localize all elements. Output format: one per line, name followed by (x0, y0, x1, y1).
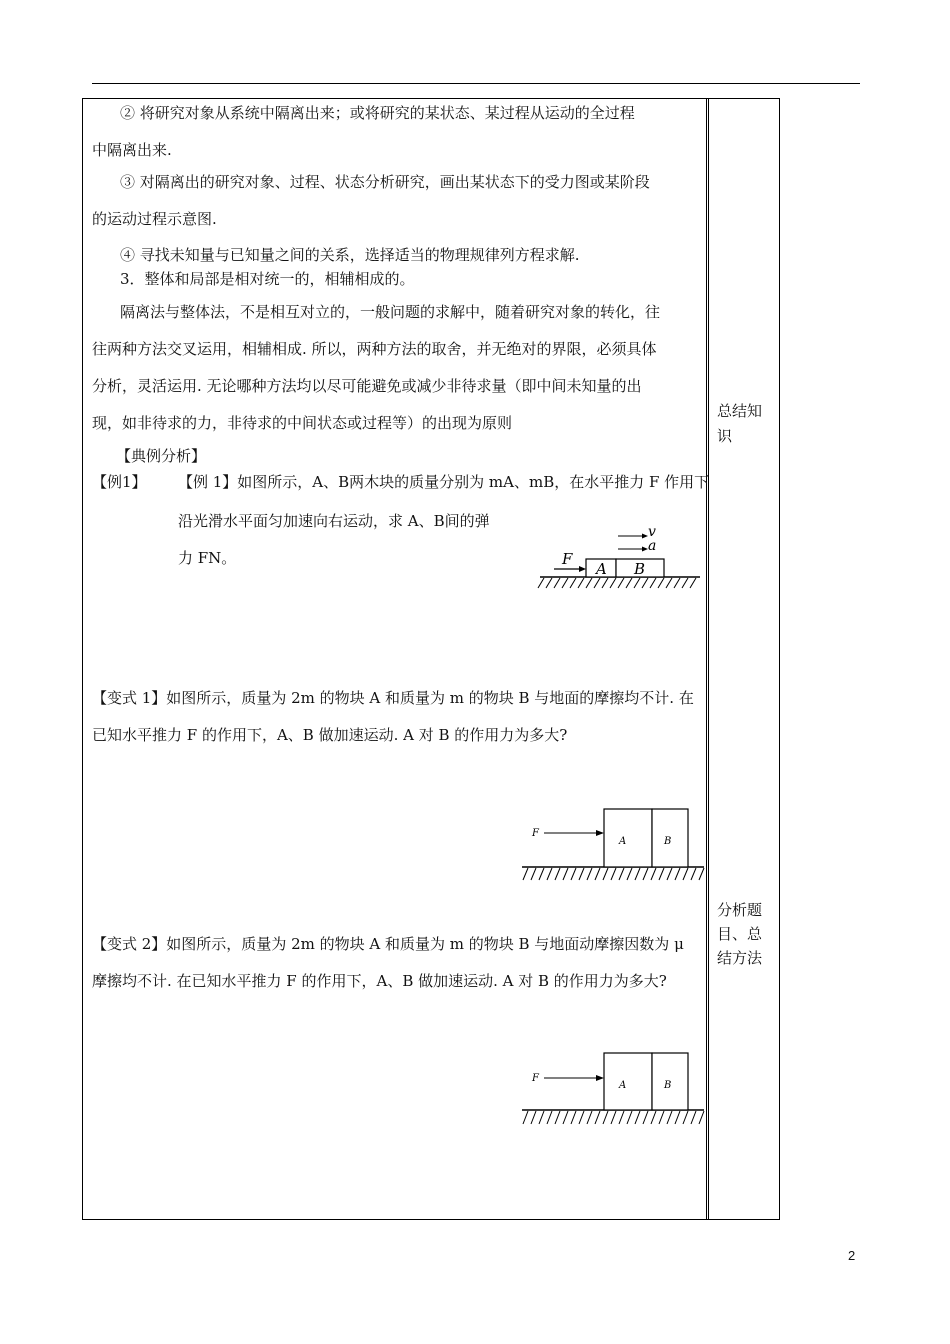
force-label: F (532, 828, 539, 839)
paragraph-method-line2: 往两种方法交叉运用，相辅相成. 所以，两种方法的取舍，并无绝对的界限，必须具体 (92, 340, 657, 358)
block-b-label: B (634, 560, 646, 578)
block-a-label: A (596, 560, 607, 578)
velocity-label: v (648, 524, 656, 540)
example1-line1: 【例 1】如图所示，A、B两木块的质量分别为 mA、mB，在水平推力 F 作用下 (178, 473, 710, 491)
block-a (604, 809, 652, 867)
block-b-label: B (664, 836, 672, 847)
block-a (604, 1053, 652, 1110)
paragraph-step2-line2: 中隔离出来. (92, 141, 172, 159)
paragraph-step3-line1: ③ 对隔离出的研究对象、过程、状态分析研究，画出某状态下的受力图或某阶段 (120, 173, 650, 191)
paragraph-method-line4: 现，如非待求的力，非待求的中间状态或过程等）的出现为原则 (92, 414, 513, 432)
column-divider (706, 98, 707, 1220)
header-rule (92, 83, 860, 84)
paragraph-step3-line2: 的运动过程示意图. (92, 210, 217, 228)
variant1-line1: 【变式 1】如图所示，质量为 2m 的物块 A 和质量为 m 的物块 B 与地面的摩擦均不计. 在 (92, 689, 694, 707)
column-divider (708, 98, 709, 1220)
variant1-figure (520, 795, 706, 887)
side-note-method-line1: 分析题 (717, 901, 763, 919)
example1-line2: 沿光滑水平面匀加速向右运动，求 A、B间的弹 (178, 512, 490, 530)
block-a-label: A (619, 836, 627, 847)
acceleration-label: a (648, 538, 657, 554)
example1-line3: 力 FN。 (178, 549, 237, 567)
section-title: 【典例分析】 (116, 447, 207, 465)
side-note-summary-line1: 总结知 (717, 402, 763, 420)
paragraph-point3: 3．整体和局部是相对统一的，相辅相成的。 (120, 270, 415, 288)
paragraph-step2-line1: ② 将研究对象从系统中隔离出来；或将研究的某状态、某过程从运动的全过程 (120, 104, 635, 122)
block-b-label: B (664, 1080, 672, 1091)
example1-tag: 【例1】 (92, 473, 147, 491)
variant2-line2: 摩擦均不计. 在已知水平推力 F 的作用下，A、B 做加速运动. A 对 B 的作用力为多大? (92, 972, 667, 990)
side-note-summary-line2: 识 (717, 427, 733, 445)
side-note-method-line2: 目、总 (717, 925, 763, 943)
side-note-method-line3: 结方法 (717, 949, 763, 967)
force-label: F (532, 1073, 539, 1084)
paragraph-method-line1: 隔离法与整体法，不是相互对立的，一般问题的求解中，随着研究对象的转化，往 (120, 303, 661, 321)
force-label: F (562, 550, 573, 568)
block-a-label: A (619, 1080, 627, 1091)
paragraph-method-line3: 分析，灵活运用. 无论哪种方法均以尽可能避免或减少非待求量（即中间未知量的出 (92, 377, 642, 395)
variant1-line2: 已知水平推力 F 的作用下，A、B 做加速运动. A 对 B 的作用力为多大? (92, 726, 568, 744)
variant2-line1: 【变式 2】如图所示，质量为 2m 的物块 A 和质量为 m 的物块 B 与地面动摩擦因数为 μ (92, 935, 684, 953)
page-number: 2 (848, 1248, 856, 1263)
example1-figure (534, 522, 704, 598)
paragraph-step4-line1: ④ 寻找未知量与已知量之间的关系，选择适当的物理规律列方程求解. (120, 246, 580, 264)
variant2-figure (520, 1040, 706, 1132)
